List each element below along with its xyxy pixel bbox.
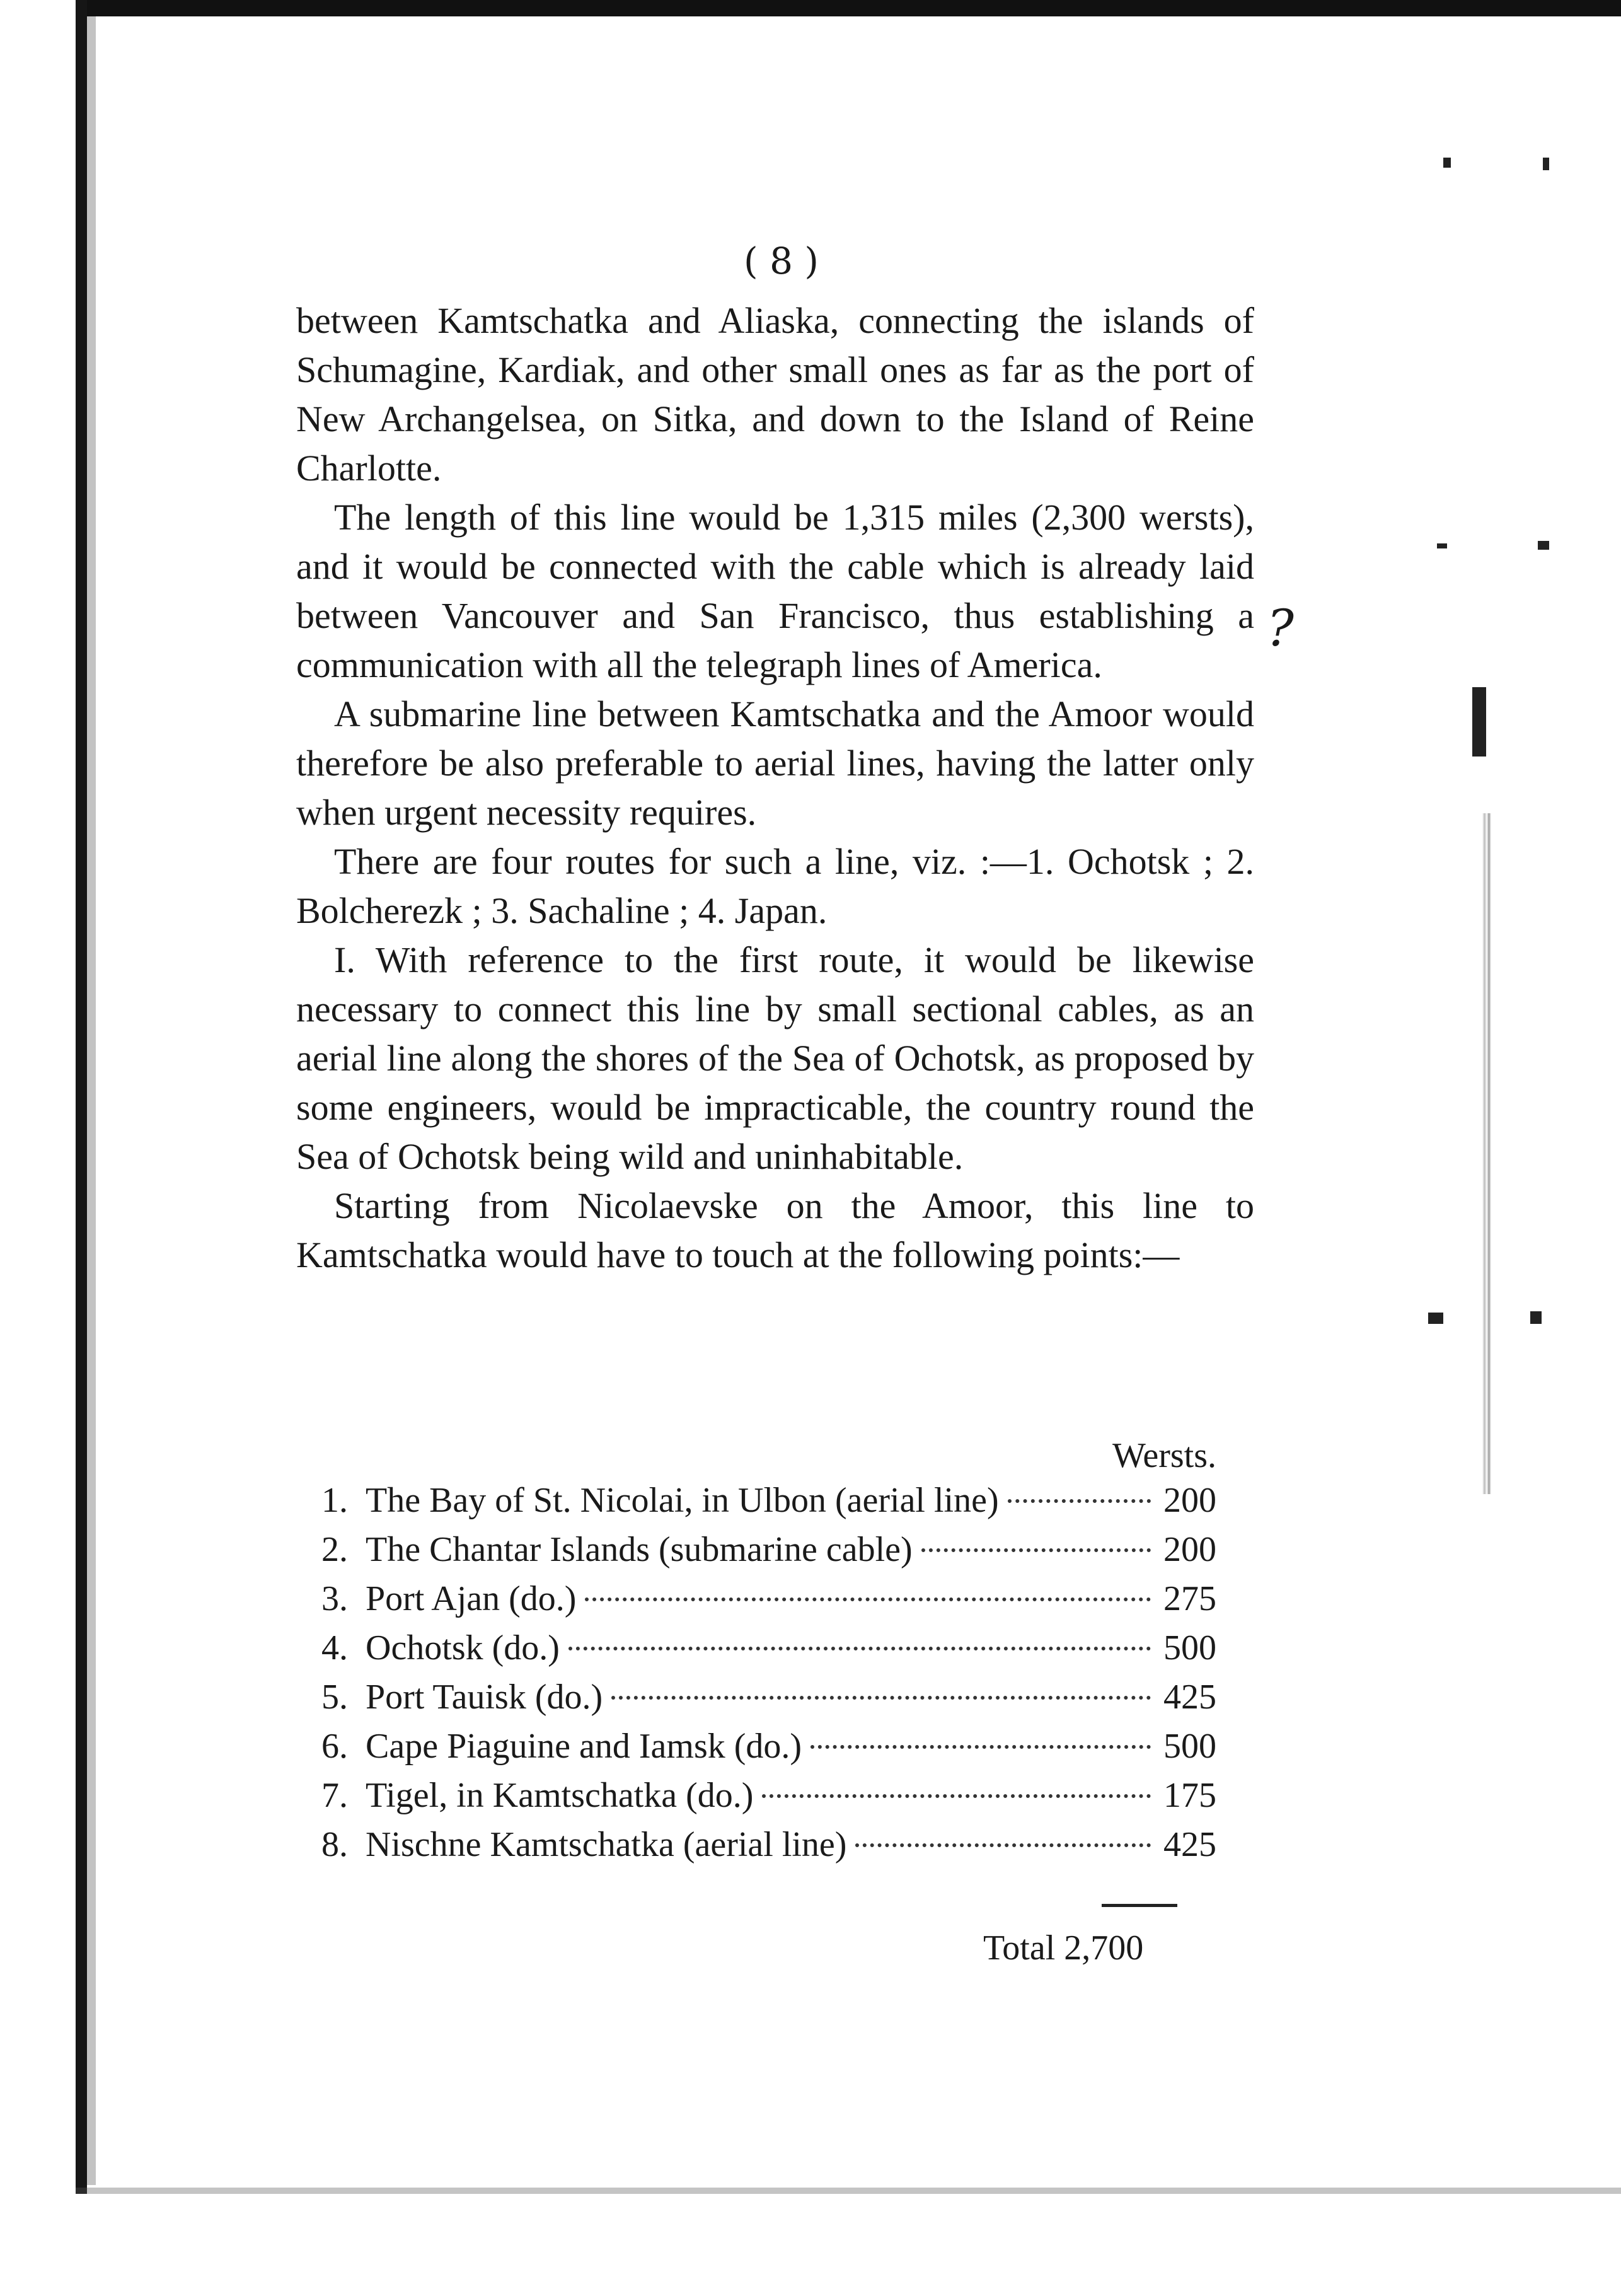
row-value: 275 (1163, 1579, 1216, 1618)
row-label: Cape Piaguine and Iamsk (do.) (366, 1727, 802, 1766)
dot-leader (611, 1696, 1151, 1700)
scan-border-bottom (76, 2188, 1621, 2194)
row-label: The Bay of St. Nicolai, in Ulbon (aerial line) (366, 1481, 999, 1520)
scan-artifact (1482, 813, 1491, 1494)
table-row (321, 1775, 1216, 1824)
paragraph: Starting from Nicolaevske on the Amoor, this line to Kamtschatka would have to touch at the following points:— (296, 1185, 1254, 1275)
row-value: 175 (1163, 1776, 1216, 1815)
table-row (321, 1529, 1216, 1579)
dot-leader (810, 1745, 1151, 1749)
scan-artifact (1543, 158, 1549, 170)
dot-leader (568, 1647, 1151, 1650)
scan-artifact (1472, 687, 1486, 757)
scan-artifact (1437, 543, 1447, 548)
total-label: Total (983, 1928, 1056, 1968)
row-value: 200 (1163, 1530, 1216, 1569)
row-label: Ochotsk (do.) (366, 1628, 560, 1667)
row-value: 500 (1163, 1628, 1216, 1667)
total-rule (1102, 1904, 1177, 1907)
total-value: 2,700 (1064, 1928, 1144, 1968)
dot-leader (921, 1548, 1151, 1552)
scan-border-left (76, 0, 87, 2194)
paragraph: I. With reference to the first route, it would be likewise necessary to connect this line by small sectional cables, as an aerial line along the shores of the Sea of Ochotsk, as proposed by some engineers, would be impracticable, the country round the Sea of Ochotsk being wild and uninhabitable. (296, 939, 1254, 1177)
row-label: Tigel, in Kamtschatka (do.) (366, 1776, 754, 1815)
scan-artifact (1538, 541, 1549, 550)
page-number: ( 8 ) (744, 240, 819, 282)
table-row (321, 1677, 1216, 1726)
row-number: 1. (321, 1481, 348, 1520)
row-label: Port Tauisk (do.) (366, 1678, 603, 1717)
distance-table (321, 1431, 1216, 1874)
scan-artifact (1428, 1313, 1443, 1324)
body-text (296, 296, 1254, 1280)
table-total (983, 1928, 1143, 1968)
paragraph: There are four routes for such a line, viz. :—1. Ochotsk ; 2. Bolcherezk ; 3. Sachaline ; 4. Japan. (296, 841, 1254, 931)
row-number: 4. (321, 1628, 348, 1667)
table-row (321, 1824, 1216, 1874)
row-label: Port Ajan (do.) (366, 1579, 577, 1618)
row-value: 500 (1163, 1727, 1216, 1766)
dot-leader (1008, 1499, 1151, 1503)
row-label: The Chantar Islands (submarine cable) (366, 1530, 913, 1569)
paragraph: A submarine line between Kamtschatka and the Amoor would therefore be also preferable to aerial lines, having the latter only when urgent necessity requires. (296, 693, 1254, 833)
table-row (321, 1726, 1216, 1775)
row-number: 7. (321, 1776, 348, 1815)
row-value: 425 (1163, 1678, 1216, 1717)
row-number: 5. (321, 1678, 348, 1717)
dot-leader (762, 1794, 1151, 1798)
paragraph: between Kamtschatka and Aliaska, connecting the islands of Schumagine, Kardiak, and other small ones as far as the port of New Archangelsea, on Sitka, and down to the Island of Reine Charlotte. (296, 300, 1254, 489)
dot-leader (585, 1597, 1151, 1601)
table-unit-header: Wersts. (1112, 1436, 1216, 1475)
row-label: Nischne Kamtschatka (aerial line) (366, 1825, 847, 1864)
paragraph: The length of this line would be 1,315 miles (2,300 wersts), and it would be connected with the cable which is already laid between Vancouver and San Francisco, thus establishing a communication with all the telegraph lines of America. (296, 497, 1254, 685)
scan-artifact (1530, 1311, 1542, 1324)
table-row (321, 1480, 1216, 1529)
table-row (321, 1628, 1216, 1677)
dot-leader (855, 1843, 1151, 1847)
row-value: 200 (1163, 1481, 1216, 1520)
row-value: 425 (1163, 1825, 1216, 1864)
table-row (321, 1579, 1216, 1628)
margin-note: ? (1267, 599, 1294, 658)
scan-shadow (87, 16, 96, 2185)
row-number: 8. (321, 1825, 348, 1864)
row-number: 6. (321, 1727, 348, 1766)
scan-border-top (76, 0, 1621, 16)
row-number: 3. (321, 1579, 348, 1618)
row-number: 2. (321, 1530, 348, 1569)
scan-artifact (1443, 158, 1451, 168)
